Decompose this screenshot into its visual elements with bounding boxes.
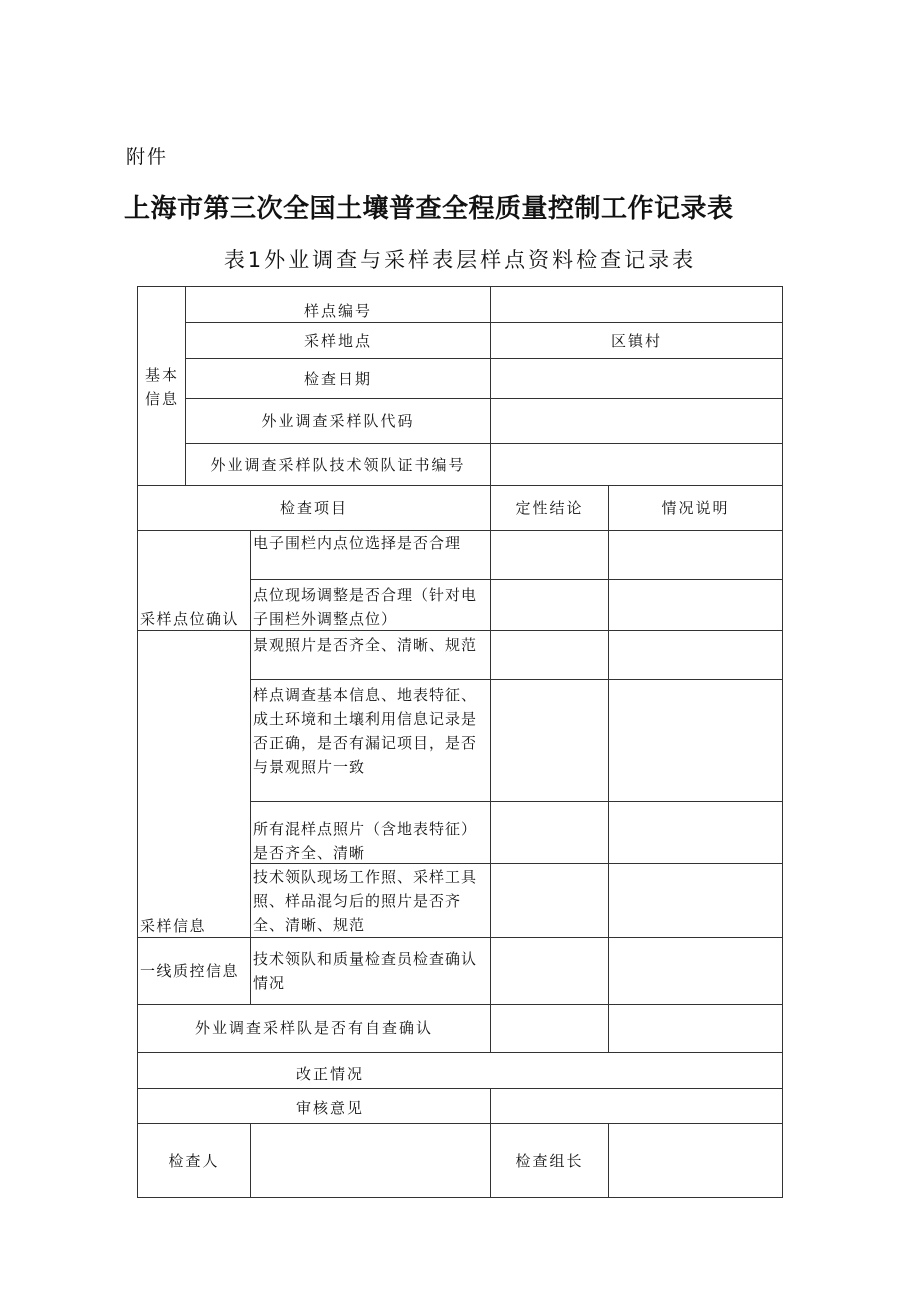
grid-line [250,579,782,580]
attachment-label: 附件 [126,146,169,168]
team-leader-label: 检查组长 [515,1152,584,1170]
check-item: 样点调查基本信息、地表特征、成土环境和土壤利用信息记录是否正确，是否有漏记项目，是否与景观照片一致 [253,686,478,776]
leader-certificate-label: 外业调查采样队技术领队证书编号 [210,456,466,474]
check-item: 电子围栏内点位选择是否合理 [253,534,462,552]
inspector-label: 检查人 [168,1152,220,1170]
inspection-date-label: 检查日期 [303,370,372,388]
check-item: 景观照片是否齐全、清晰、规范 [253,636,478,654]
grid-line [250,801,782,802]
check-item: 点位现场调整是否合理（针对电子围栏外调整点位） [253,586,478,628]
column-header-item: 检查项目 [279,499,348,517]
grid-line [138,485,782,486]
grid-line [138,1088,782,1089]
sample-id-label: 样点编号 [303,302,372,320]
group-frontline-qc: 一线质控信息 [140,962,240,980]
grid-line [250,679,782,680]
grid-line [138,1004,782,1005]
grid-line [186,443,782,444]
check-item: 所有混样点照片（含地表特征）是否齐全、清晰 [253,820,478,862]
grid-line [138,1123,782,1124]
grid-line [138,937,782,938]
basic-info-group-label: 基本信息 [144,366,179,408]
rectification-label: 改正情况 [295,1065,364,1083]
group-location-confirm: 采样点位确认 [140,610,240,628]
grid-line [138,1052,782,1053]
self-check-label: 外业调查采样队是否有自查确认 [194,1019,433,1037]
sampling-location-value[interactable]: 区镇村 [610,332,662,350]
grid-line [250,530,251,1004]
team-code-label: 外业调查采样队代码 [261,412,415,430]
group-sampling-info: 采样信息 [140,917,207,935]
table-title: 表1外业调查与采样表层样点资料检查记录表 [223,248,697,272]
check-item: 技术领队现场工作照、采样工具照、样品混匀后的照片是否齐全、清晰、规范 [253,868,478,934]
review-label: 审核意见 [295,1099,364,1117]
column-header-explanation: 情况说明 [661,499,730,517]
grid-line [608,1123,609,1197]
grid-line [250,1123,251,1197]
check-item: 技术领队和质量检查员检查确认情况 [253,950,478,992]
page-title: 上海市第三次全国土壤普查全程质量控制工作记录表 [124,194,734,224]
inspection-record-table [137,286,783,1198]
grid-line [186,398,782,399]
grid-line [186,358,782,359]
grid-line [490,287,491,485]
grid-line [608,485,609,1052]
column-header-conclusion: 定性结论 [515,499,584,517]
sampling-location-label: 采样地点 [303,332,372,350]
grid-line [490,485,491,1052]
